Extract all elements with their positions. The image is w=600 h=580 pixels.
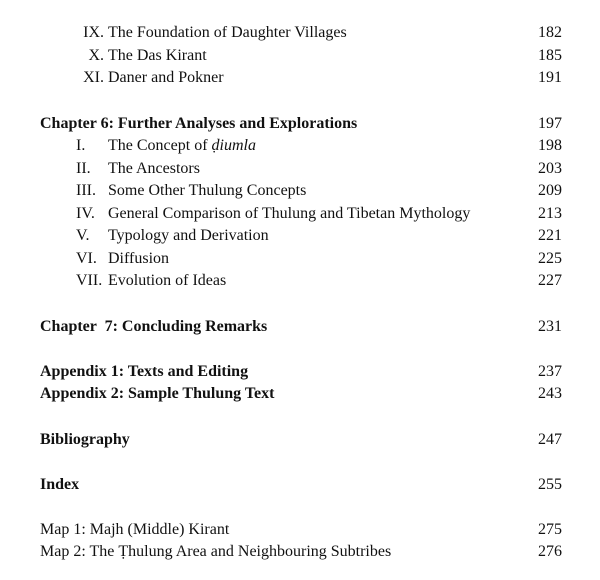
section-title: Typology and Derivation bbox=[108, 227, 269, 244]
toc-entry-i bbox=[0, 135, 600, 157]
page-number: 209 bbox=[538, 182, 562, 199]
section-title: Diffusion bbox=[108, 250, 170, 267]
toc-chapter-6 bbox=[0, 113, 600, 135]
page-number: 247 bbox=[538, 431, 562, 448]
page-number: 213 bbox=[538, 205, 562, 222]
section-title-prefix: The Concept of bbox=[108, 137, 212, 154]
toc-entry-iii bbox=[0, 180, 600, 202]
chapter-title: Chapter 7: Concluding Remarks bbox=[40, 318, 268, 335]
section-title: Daner and Pokner bbox=[108, 69, 224, 86]
section-title-term: ḍiumla bbox=[211, 137, 256, 154]
section-number: II. bbox=[76, 160, 91, 177]
section-title: The Ancestors bbox=[108, 160, 200, 177]
page-number: 221 bbox=[538, 227, 562, 244]
appendix-title: Appendix 2: Sample Thulung Text bbox=[40, 385, 275, 402]
section-number: X. bbox=[88, 47, 104, 64]
toc-appendix-1 bbox=[0, 361, 600, 383]
chapter-title: Chapter 6: Further Analyses and Explorations bbox=[40, 115, 358, 132]
section-title: Evolution of Ideas bbox=[108, 272, 227, 289]
section-number: IV. bbox=[76, 205, 95, 222]
toc-bibliography bbox=[0, 429, 600, 451]
page-number: 225 bbox=[538, 250, 562, 267]
toc-entry-ix bbox=[0, 22, 600, 44]
page-number: 227 bbox=[538, 272, 562, 289]
bibliography-title: Bibliography bbox=[40, 431, 130, 448]
toc-entry-x bbox=[0, 45, 600, 67]
page-number: 276 bbox=[538, 543, 562, 560]
page-number: 203 bbox=[538, 160, 562, 177]
section-number: I. bbox=[76, 137, 86, 154]
toc-map-2 bbox=[0, 541, 600, 563]
toc-index bbox=[0, 474, 600, 496]
toc-entry-iv bbox=[0, 203, 600, 225]
page-number: 191 bbox=[538, 69, 562, 86]
toc-entry-v bbox=[0, 225, 600, 247]
toc-map-1 bbox=[0, 519, 600, 541]
appendix-title: Appendix 1: Texts and Editing bbox=[40, 363, 249, 380]
toc-appendix-2 bbox=[0, 383, 600, 405]
section-number: V. bbox=[76, 227, 90, 244]
page-number: 231 bbox=[538, 318, 562, 335]
toc-entry-vii bbox=[0, 270, 600, 292]
toc-entry-xi bbox=[0, 67, 600, 89]
section-number: VI. bbox=[76, 250, 97, 267]
section-number: III. bbox=[76, 182, 96, 199]
toc-entry-vi bbox=[0, 248, 600, 270]
toc-chapter-7 bbox=[0, 316, 600, 338]
section-title: General Comparison of Thulung and Tibetan Mythology bbox=[108, 205, 471, 222]
section-title: The Das Kirant bbox=[108, 47, 207, 64]
section-number: VII. bbox=[76, 272, 103, 289]
page-number: 255 bbox=[538, 476, 562, 493]
page-number: 237 bbox=[538, 363, 562, 380]
toc-entry-ii bbox=[0, 158, 600, 180]
section-number: IX. bbox=[83, 24, 104, 41]
map-title: Map 1: Majh (Middle) Kirant bbox=[40, 521, 230, 538]
section-title: Some Other Thulung Concepts bbox=[108, 182, 307, 199]
page-number: 182 bbox=[538, 24, 562, 41]
section-title bbox=[108, 135, 256, 157]
section-number: XI. bbox=[83, 69, 104, 86]
page-number: 243 bbox=[538, 385, 562, 402]
index-title: Index bbox=[40, 476, 80, 493]
page-number: 198 bbox=[538, 137, 562, 154]
page-number: 185 bbox=[538, 47, 562, 64]
map-title: Map 2: The Ṭhulung Area and Neighbouring Subtribes bbox=[40, 543, 392, 560]
section-title: The Foundation of Daughter Villages bbox=[108, 24, 347, 41]
page-number: 197 bbox=[538, 115, 562, 132]
page-number: 275 bbox=[538, 521, 562, 538]
